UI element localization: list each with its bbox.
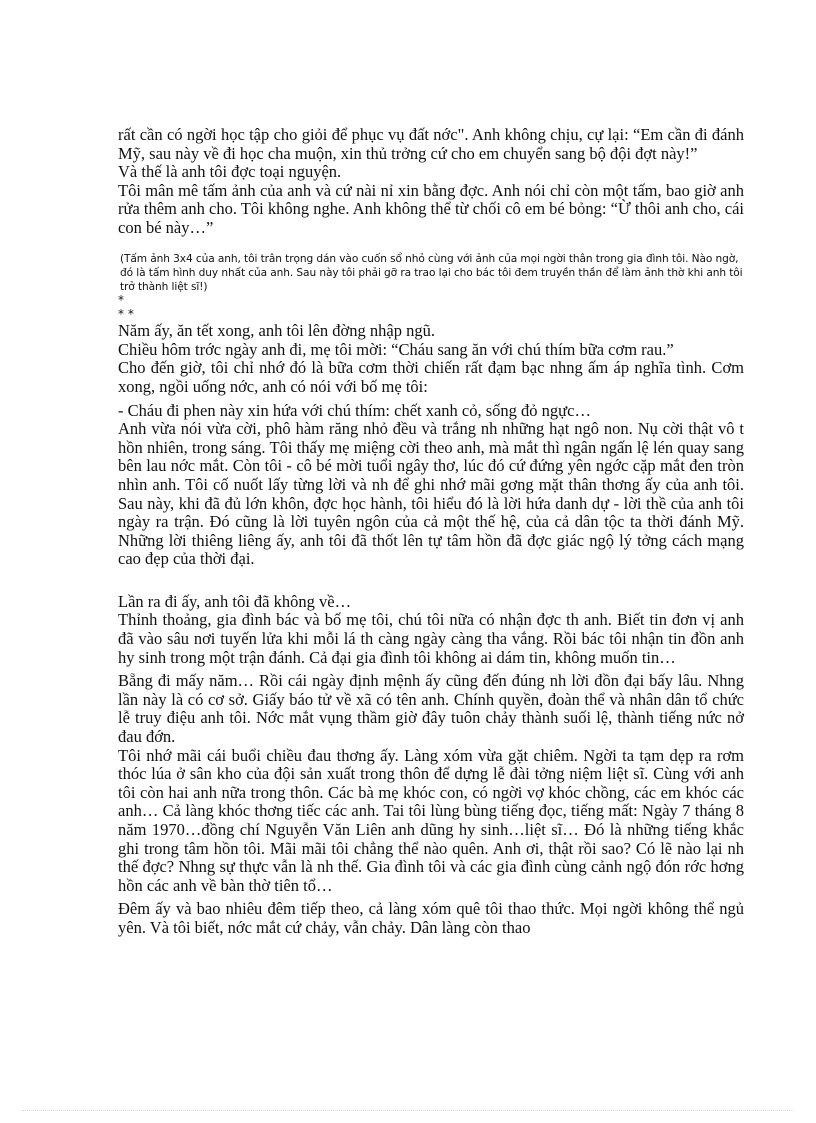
document-body [118, 126, 744, 938]
paragraph: Đêm ấy và bao nhiêu đêm tiếp theo, cả làng xóm quê tôi thao thức. Mọi ngời không thể ngủ yên. Và tôi biết, nớc mắt cứ chảy, vẫn chảy. Dân làng còn thao [118, 899, 744, 937]
page-bottom-rule [22, 1110, 794, 1111]
paragraph: Lần ra đi ấy, anh tôi đã không về… [118, 591, 352, 611]
paragraph: Bẵng đi mấy năm… Rồi cái ngày định mệnh ấy cũng đến đúng nh lời đồn đại bấy lâu. Nhng lần này là có cơ sở. Giấy báo tử về xã có tên anh. Chính quyền, đoàn thể và nhân dân tổ chức lễ truy điệu anh tôi. Nớc mắt vụng thầm giờ đây tuôn chảy thành suối lệ, thành tiếng nức nở đau đớn. [118, 671, 744, 747]
paragraph: Anh vừa nói vừa cời, phô hàm răng nhỏ đều và trắng nh những hạt ngô non. Nụ cời thật vô t hồn nhiên, trong sáng. Tôi thấy mẹ miệng cời theo anh, mà mắt thì ngân ngấn lệ lén quay sang bên lau nớc mắt. Còn tôi - cô bé mời tuổi ngây thơ, lúc đó cứ đứng yên ngớc cặp mắt đen tròn nhìn anh. Tôi cố nuốt lấy từng lời và nh để ghi nhớ mãi gơng mặt thân thơng ấy của anh tôi. Sau này, khi đã đủ lớn khôn, đợc học hành, tôi hiểu đó là lời hứa danh dự - lời thề của anh tôi ngày ra trận. Đó cũng là lời tuyên ngôn của cả một thế hệ, của cả dân tộc ta thời đánh Mỹ. Những lời thiêng liêng ấy, anh tôi đã thốt lên tự tâm hồn đã đợc giác ngộ lý tởng cách mạng cao đẹp của thời đại. [118, 419, 744, 569]
paragraph: Cho đến giờ, tôi chỉ nhớ đó là bữa cơm thời chiến rất đạm bạc nhng ấm áp nghĩa tình. Cơm xong, ngồi uống nớc, anh có nói với bố mẹ tôi: [118, 358, 744, 396]
paragraph: rất cần có ngời học tập cho giỏi để phục vụ đất nớc". Anh không chịu, cự lại: “Em cần đi đánh Mỹ, sau này về đi học cha muộn, xin thủ trởng cứ cho em chuyển sang bộ đội đợt này!” [118, 125, 744, 163]
paragraph: Năm ấy, ăn tết xong, anh tôi lên đờng nhập ngũ. [118, 321, 435, 341]
paragraph: Tôi mân mê tấm ảnh của anh và cứ nài nỉ xin bằng đợc. Anh nói chỉ còn một tấm, bao giờ anh rửa thêm anh cho. Tôi không nghe. Anh không thể từ chối cô em bé bỏng: “Ừ thôi anh cho, cái con bé này…” [118, 180, 744, 237]
section-separator: * [118, 293, 124, 308]
photo-note: (Tấm ảnh 3x4 của anh, tôi trân trọng dán vào cuốn sổ nhỏ cùng với ảnh của mọi ngời thân trong gia đình tôi. Nào ngờ, đó là tấm hình duy nhất của anh. Sau này tôi phải gỡ ra trao lại cho bác tôi đem truyền thần để làm ảnh thờ khi anh tôi trở thành liệt sĩ!) [120, 252, 743, 293]
paragraph: Và thế là anh tôi đợc toại nguyện. [118, 162, 342, 182]
section-separator: * * [118, 307, 134, 322]
paragraph: Tôi nhớ mãi cái buổi chiều đau thơng ấy. Làng xóm vừa gặt chiêm. Ngời ta tạm dẹp ra rơm thóc lúa ở sân kho của đội sản xuất trong thôn để dựng lễ đài tởng niệm liệt sĩ. Cùng với anh tôi còn hai anh nữa trong thôn. Các bà mẹ khóc con, có ngời vợ khóc chồng, các em khóc các anh… Cả làng khóc thơng tiếc các anh. Tai tôi lùng bùng tiếng đọc, tiếng mất: Ngày 7 tháng 8 năm 1970…đồng chí Nguyễn Văn Liên anh dũng hy sinh…liệt sĩ… Đó là những tiếng khắc ghi trong tâm hồn tôi. Mãi mãi tôi chẳng thể nào quên. Anh ơi, thật rồi sao? Có lẽ nào lại nh thế đợc? Nhng sự thực vẫn là nh thế. Gia đình tôi và các gia đình cùng cảnh ngộ đón rớc hơng hồn các anh về bàn thờ tiên tổ… [118, 745, 744, 895]
paragraph: Thỉnh thoảng, gia đình bác và bố mẹ tôi, chú tôi nữa có nhận đợc th anh. Biết tin đơn vị anh đã vào sâu nơi tuyến lửa khi mỗi lá th càng ngày càng tha vắng. Rồi bác tôi nhận tin đồn anh hy sinh trong một trận đánh. Cả đại gia đình tôi không ai dám tin, không muốn tin… [118, 610, 744, 667]
paragraph: Chiều hôm trớc ngày anh đi, mẹ tôi mời: “Cháu sang ăn với chú thím bữa cơm rau.” [118, 339, 674, 359]
paragraph: - Cháu đi phen này xin hứa với chú thím: chết xanh cỏ, sống đỏ ngực… [118, 400, 591, 420]
